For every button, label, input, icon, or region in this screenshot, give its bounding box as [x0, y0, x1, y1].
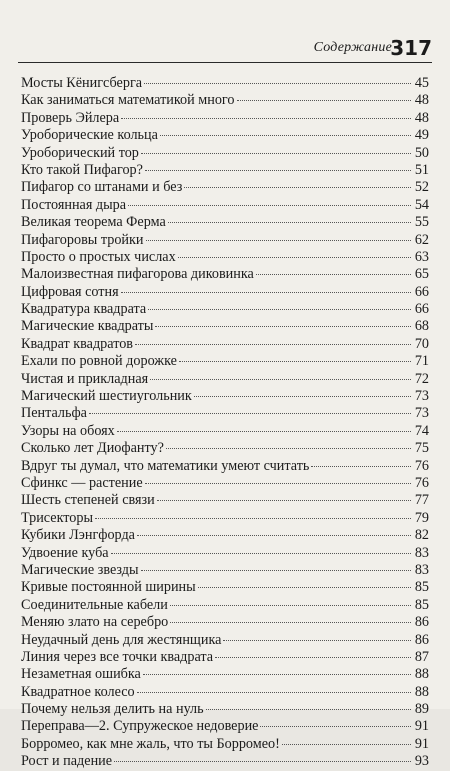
toc-entry — [21, 284, 429, 301]
dot-leader — [148, 309, 411, 310]
toc-entry-page: 66 — [414, 283, 429, 300]
toc-entry — [21, 92, 429, 109]
toc-entry — [21, 145, 429, 162]
dot-leader — [89, 413, 411, 414]
toc-entry-title: Борромео, как мне жаль, что ты Борромео! — [21, 735, 280, 752]
dot-leader — [137, 535, 411, 536]
toc-entry-page: 88 — [414, 683, 429, 700]
toc-entry-page: 91 — [414, 718, 429, 735]
dot-leader — [184, 187, 411, 188]
toc-entry-page: 85 — [414, 579, 429, 596]
dot-leader — [111, 553, 411, 554]
toc-entry-page: 73 — [414, 388, 429, 405]
dot-leader — [170, 622, 411, 623]
toc-entry — [21, 232, 429, 249]
toc-entry-title: Меняю злато на серебро — [21, 614, 169, 631]
toc-entry — [21, 405, 429, 422]
toc-entry — [21, 666, 429, 683]
toc-entry-title: Ехали по ровной дорожке — [21, 353, 177, 370]
toc-entry — [21, 110, 429, 127]
dot-leader — [146, 240, 412, 241]
toc-entry — [21, 597, 429, 614]
toc-entry-title: Квадратура квадрата — [21, 301, 147, 318]
dot-leader — [150, 379, 411, 380]
toc-entry-page: 83 — [414, 561, 429, 578]
dot-leader — [179, 361, 411, 362]
dot-leader — [256, 274, 411, 275]
section-title: Содержание — [313, 40, 392, 55]
toc-entry — [21, 562, 429, 579]
toc-entry-page: 89 — [414, 701, 429, 718]
toc-entry-page: 83 — [414, 544, 429, 561]
toc-entry-page: 49 — [414, 127, 429, 144]
dot-leader — [282, 744, 411, 745]
page-number: 317 — [390, 36, 432, 60]
toc-entry — [21, 736, 429, 753]
toc-entry — [21, 423, 429, 440]
toc-entry-page: 91 — [414, 735, 429, 752]
dot-leader — [95, 518, 411, 519]
toc-entry-title: Малоизвестная пифагорова диковинка — [21, 266, 254, 283]
dot-leader — [215, 657, 411, 658]
toc-entry-page: 72 — [414, 370, 429, 387]
toc-entry — [21, 614, 429, 631]
toc-entry-title: Квадрат квадратов — [21, 335, 134, 352]
toc-entry — [21, 475, 429, 492]
toc-entry-title: Проверь Эйлера — [21, 109, 120, 126]
toc-entry — [21, 527, 429, 544]
toc-entry — [21, 301, 429, 318]
toc-entry-title: Сколько лет Диофанту? — [21, 440, 164, 457]
toc-entry-title: Кривые постоянной ширины — [21, 579, 196, 596]
toc-entry-title: Трисекторы — [21, 509, 94, 526]
toc-entry-page: 50 — [414, 144, 429, 161]
toc-entry-page: 70 — [414, 335, 429, 352]
dot-leader — [121, 118, 411, 119]
toc-entry-page: 77 — [414, 492, 429, 509]
dot-leader — [144, 83, 411, 84]
toc-entry-title: Рост и падение — [21, 753, 113, 770]
toc-entry-page: 73 — [414, 405, 429, 422]
toc-entry-title: Пифагор со штанами и без — [21, 179, 183, 196]
toc-entry — [21, 179, 429, 196]
toc-entry-title: Великая теорема Ферма — [21, 214, 166, 231]
toc-entry-title: Чистая и прикладная — [21, 370, 149, 387]
toc-entry-title: Почему нельзя делить на нуль — [21, 701, 204, 718]
toc-entry-page: 79 — [414, 509, 429, 526]
toc-entry-title: Соединительные кабели — [21, 596, 168, 613]
table-of-contents — [21, 75, 429, 771]
toc-entry — [21, 649, 429, 666]
toc-entry-page: 62 — [414, 231, 429, 248]
dot-leader — [137, 692, 411, 693]
toc-entry — [21, 266, 429, 283]
toc-entry-title: Мосты Кёнигсберга — [21, 75, 143, 91]
toc-entry-title: Узоры на обоях — [21, 422, 115, 439]
dot-leader — [145, 483, 411, 484]
dot-leader — [311, 466, 411, 467]
dot-leader — [155, 326, 411, 327]
toc-entry — [21, 753, 429, 770]
toc-entry-page: 82 — [414, 527, 429, 544]
dot-leader — [114, 761, 411, 762]
dot-leader — [135, 344, 411, 345]
toc-entry-page: 88 — [414, 666, 429, 683]
toc-entry-page: 52 — [414, 179, 429, 196]
dot-leader — [143, 674, 411, 675]
toc-entry-page: 68 — [414, 318, 429, 335]
toc-entry — [21, 75, 429, 92]
toc-entry-title: Пентальфа — [21, 405, 87, 422]
dot-leader — [198, 587, 411, 588]
toc-entry-title: Просто о простых числах — [21, 248, 176, 265]
toc-entry-page: 76 — [414, 474, 429, 491]
toc-entry — [21, 336, 429, 353]
toc-entry-title: Удвоение куба — [21, 544, 109, 561]
toc-entry-title: Кто такой Пифагор? — [21, 161, 143, 178]
toc-entry-title: Цифровая сотня — [21, 283, 119, 300]
dot-leader — [141, 570, 411, 571]
dot-leader — [206, 709, 411, 710]
toc-entry — [21, 214, 429, 231]
toc-entry-title: Пифагоровы тройки — [21, 231, 144, 248]
toc-entry-title: Неудачный день для жестянщика — [21, 631, 222, 648]
dot-leader — [141, 153, 411, 154]
dot-leader — [121, 292, 411, 293]
toc-entry — [21, 249, 429, 266]
toc-entry-title: Постоянная дыра — [21, 196, 127, 213]
toc-entry-page: 66 — [414, 301, 429, 318]
dot-leader — [145, 170, 411, 171]
toc-entry — [21, 371, 429, 388]
toc-entry — [21, 197, 429, 214]
dot-leader — [178, 257, 411, 258]
toc-entry-title: Вдруг ты думал, что математики умеют считать — [21, 457, 310, 474]
toc-entry-title: Магические квадраты — [21, 318, 154, 335]
toc-entry — [21, 579, 429, 596]
toc-entry-page: 71 — [414, 353, 429, 370]
toc-entry-page: 85 — [414, 596, 429, 613]
toc-entry-page: 65 — [414, 266, 429, 283]
toc-entry-page: 86 — [414, 614, 429, 631]
toc-entry-title: Шесть степеней связи — [21, 492, 155, 509]
toc-entry-page: 76 — [414, 457, 429, 474]
header-rule — [18, 62, 432, 63]
toc-entry-page: 54 — [414, 196, 429, 213]
toc-entry-page: 48 — [414, 92, 429, 109]
toc-entry-page: 75 — [414, 440, 429, 457]
toc-entry-title: Магический шестиугольник — [21, 388, 192, 405]
toc-entry-page: 48 — [414, 109, 429, 126]
toc-entry-page: 93 — [414, 753, 429, 770]
toc-entry-title: Уроборические кольца — [21, 127, 158, 144]
toc-entry — [21, 127, 429, 144]
toc-entry-title: Переправа—2. Супружеское недоверие — [21, 718, 259, 735]
toc-entry — [21, 632, 429, 649]
dot-leader — [223, 640, 411, 641]
dot-leader — [168, 222, 411, 223]
toc-entry-page: 55 — [414, 214, 429, 231]
toc-entry-page: 63 — [414, 248, 429, 265]
toc-entry — [21, 440, 429, 457]
toc-entry — [21, 684, 429, 701]
dot-leader — [194, 396, 411, 397]
dot-leader — [237, 100, 412, 101]
toc-entry — [21, 510, 429, 527]
toc-entry — [21, 162, 429, 179]
toc-entry — [21, 353, 429, 370]
toc-entry-title: Как заниматься математикой много — [21, 92, 235, 109]
toc-entry-page: 86 — [414, 631, 429, 648]
toc-entry-title: Кубики Лэнгфорда — [21, 527, 135, 544]
dot-leader — [166, 448, 411, 449]
toc-entry-title: Незаметная ошибка — [21, 666, 141, 683]
toc-entry-title: Уроборический тор — [21, 144, 139, 161]
toc-entry — [21, 718, 429, 735]
toc-entry — [21, 545, 429, 562]
dot-leader — [117, 431, 411, 432]
running-header — [0, 36, 450, 60]
toc-entry-page: 87 — [414, 648, 429, 665]
toc-entry — [21, 318, 429, 335]
toc-entry-title: Линия через все точки квадрата — [21, 648, 214, 665]
toc-entry-title: Сфинкс — растение — [21, 474, 143, 491]
toc-entry — [21, 492, 429, 509]
toc-entry — [21, 701, 429, 718]
toc-entry — [21, 458, 429, 475]
dot-leader — [170, 605, 411, 606]
toc-entry-page: 74 — [414, 422, 429, 439]
toc-entry-title: Квадратное колесо — [21, 683, 135, 700]
dot-leader — [160, 135, 411, 136]
toc-entry — [21, 388, 429, 405]
toc-entry-page: 45 — [414, 75, 429, 91]
dot-leader — [260, 726, 411, 727]
dot-leader — [157, 500, 411, 501]
toc-entry-page: 51 — [414, 161, 429, 178]
toc-entry-title: Магические звезды — [21, 561, 139, 578]
dot-leader — [128, 205, 411, 206]
